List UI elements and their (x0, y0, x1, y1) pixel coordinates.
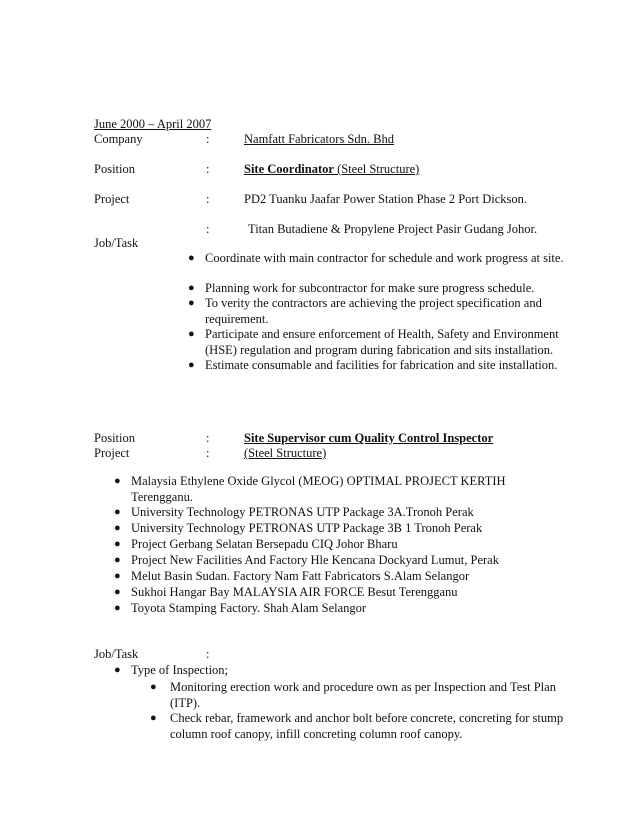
inspection-type-label: Type of Inspection; (131, 663, 229, 677)
jobtask2-colon: : (206, 647, 210, 661)
bullet-icon: ● (150, 681, 157, 693)
position1-rest: (Steel Structure) (333, 162, 420, 176)
project1-colon: : (206, 192, 210, 206)
company-colon: : (206, 132, 210, 146)
position1-title: Site Coordinator (244, 162, 334, 176)
bullet-icon: ● (114, 522, 121, 534)
position2-colon: : (206, 431, 210, 445)
position1-value (244, 162, 419, 177)
jobtask2-label: Job/Task (94, 647, 139, 661)
project1-colon2: : (206, 222, 210, 236)
bullet-icon: ● (188, 297, 195, 309)
bullet-icon: ● (114, 475, 121, 487)
bullet-icon: ● (188, 359, 195, 371)
resume-page: June 2000 – April 2007 Company : Namfatt Fabricators Sdn. Bhd Position : Site Coordinator (Steel Structure) Project : PD2 Tuanku Jaafar Power Station Phase 2 Port Dickson. : Titan Butadiene & Propylene Project Pasir Gudang Johor. Job/Task ● Coordinate with main contractor for schedule and work progress at site. ● Planning work for subcontractor for make sure progress schedule. ● To verity the contractors are achieving the project specification and requirement. ● Participate and ensure enforcement of Health, Safety and Environment (HSE) regulation and program during fabrication and sits installation. ● Estimate consumable and facilities for fabrication and site installation. Position : Site Supervisor cum Quality Control Inspector Project : (Steel Structure) ● Malaysia Ethylene Oxide Glycol (MEOG) OPTIMAL PROJECT KERTIH Terengganu. ● University Technology PETRONAS UTP Package 3A.Tronoh Perak ● University Technology PETRONAS UTP Package 3B 1 Tronoh Perak ● Project Gerbang Selatan Bersepadu CIQ Johor Bharu ● Project New Facilities And Factory Hle Kencana Dockyard Lumut, Perak ● Melut Basin Sudan. Factory Nam Fatt Fabricators S.Alam Selangor ● Sukhoi Hangar Bay MALAYSIA AIR FORCE Besut Terengganu ● Toyota Stamping Factory. Shah Alam Selangor Job/Task : ● Type of Inspection; ● Monitoring erection work and procedure own as per Inspection and Test Plan (ITP). ● Check rebar, framework and anchor bolt before concrete, concreting for stump column roof canopy, infill concreting column roof canopy. (94, 117, 564, 741)
project1-value1: PD2 Tuanku Jaafar Power Station Phase 2 Port Dickson. (244, 192, 527, 206)
project2-value: (Steel Structure) (244, 446, 327, 460)
bullet-icon: ● (188, 282, 195, 294)
bullet-icon: ● (114, 538, 121, 550)
bullet-icon: ● (114, 602, 121, 614)
bullet-icon: ● (114, 570, 121, 582)
position1-colon: : (206, 162, 210, 176)
position2-value: Site Supervisor cum Quality Control Inspector (244, 431, 494, 445)
bullet-icon: ● (188, 252, 195, 264)
jobtask1-label: Job/Task (94, 236, 139, 250)
position2-label: Position (94, 431, 135, 445)
bullet-icon: ● (114, 554, 121, 566)
project1-label: Project (94, 192, 130, 206)
position1-label: Position (94, 162, 135, 176)
bullet-icon: ● (188, 328, 195, 340)
company-value: Namfatt Fabricators Sdn. Bhd (244, 132, 394, 146)
bullet-icon: ● (114, 664, 121, 676)
bullet-icon: ● (150, 712, 157, 724)
project1-value2: Titan Butadiene & Propylene Project Pasir Gudang Johor. (248, 222, 538, 236)
bullet-icon: ● (114, 586, 121, 598)
company-label: Company (94, 132, 143, 146)
bullet-icon: ● (114, 506, 121, 518)
employment-period: June 2000 – April 2007 (94, 117, 212, 131)
project2-label: Project (94, 446, 130, 460)
project2-colon: : (206, 446, 210, 460)
